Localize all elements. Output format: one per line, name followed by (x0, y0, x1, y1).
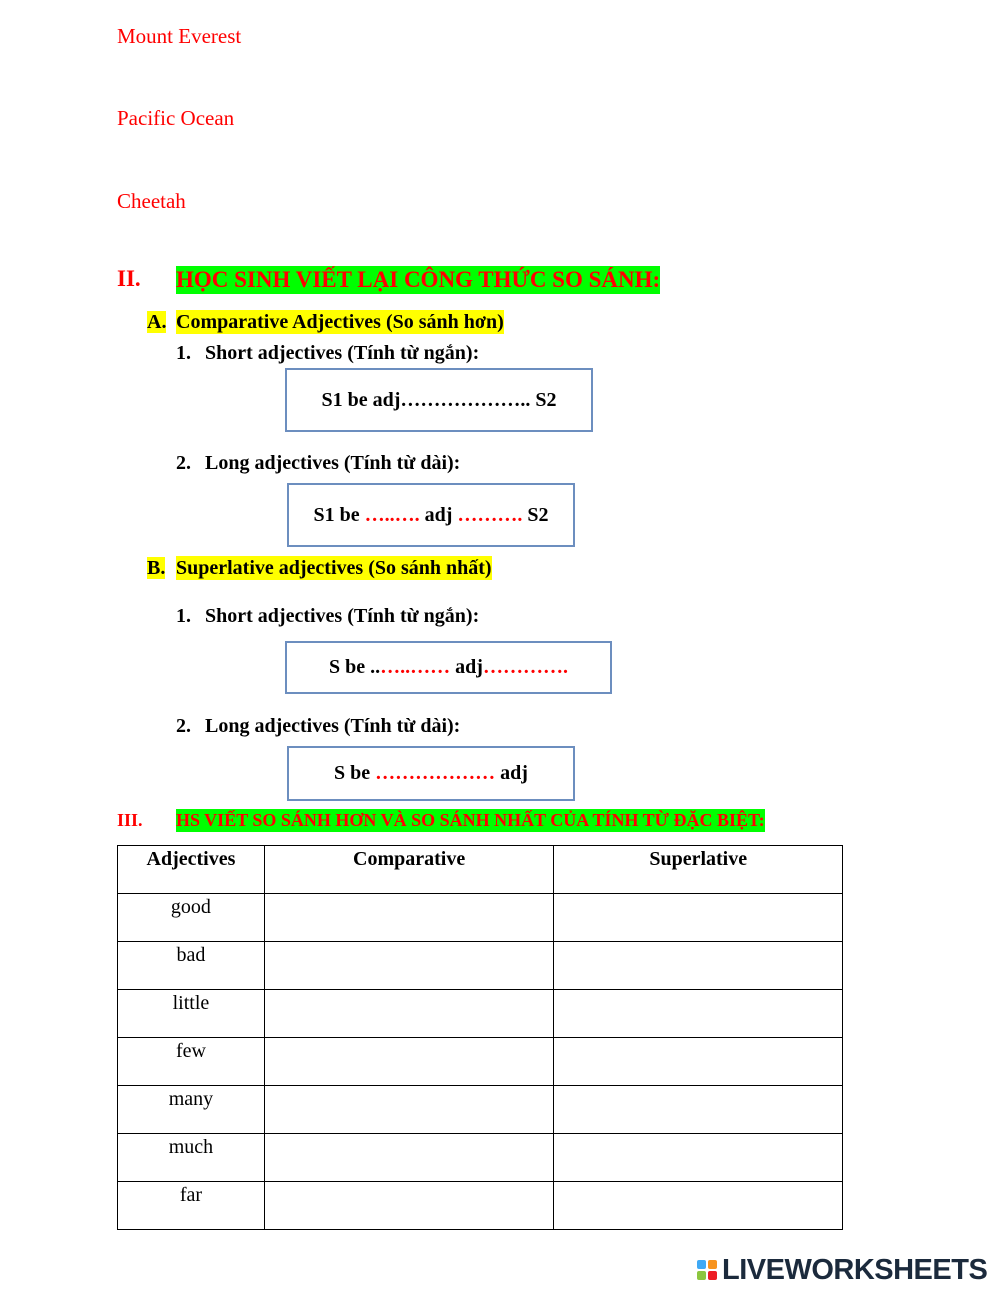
formula-blank: …..…. (364, 503, 420, 526)
formula-blank: …………. (482, 656, 568, 678)
table-row (118, 1134, 843, 1182)
formula-box-comparative-long (287, 483, 575, 547)
adjective-cell: good (118, 894, 265, 942)
table-row (118, 894, 843, 942)
superlative-input[interactable] (554, 990, 843, 1038)
answer-input-3[interactable]: Cheetah (117, 189, 186, 213)
formula-part: S2 (527, 503, 549, 526)
header-superlative: Superlative (554, 846, 843, 894)
formula-part: S1 be (313, 503, 360, 526)
logo-text: LIVEWORKSHEETS (722, 1253, 988, 1286)
formula-part: adj (500, 762, 528, 784)
formula-part: S be (334, 762, 371, 784)
superlative-input[interactable] (554, 1038, 843, 1086)
adjective-cell: few (118, 1038, 265, 1086)
superlative-input[interactable] (554, 1134, 843, 1182)
part-b-2-title: Long adjectives (Tính từ dài): (205, 715, 461, 737)
superlative-input[interactable] (554, 1182, 843, 1230)
section-2-number: II. (117, 266, 141, 291)
formula-blank: ………. (457, 503, 523, 526)
comparative-input[interactable] (264, 894, 554, 942)
formula-blank: ……………… (375, 762, 496, 784)
part-a-2-title: Long adjectives (Tính từ dài): (205, 452, 461, 474)
answer-input-1[interactable]: Mount Everest (117, 24, 242, 48)
adjective-cell: much (118, 1134, 265, 1182)
comparative-input[interactable] (264, 1086, 554, 1134)
comparative-input[interactable] (264, 1182, 554, 1230)
superlative-input[interactable] (554, 942, 843, 990)
section-2-title: HỌC SINH VIẾT LẠI CÔNG THỨC SO SÁNH: (176, 267, 661, 292)
formula-part: adj (455, 656, 483, 678)
comparative-input[interactable] (264, 1134, 554, 1182)
comparative-input[interactable] (264, 990, 554, 1038)
section-3-number: III. (117, 810, 143, 830)
formula-part: S be .. (329, 656, 381, 678)
header-adjectives: Adjectives (118, 846, 265, 894)
part-b-2-label: 2. (176, 715, 191, 737)
liveworksheets-logo (697, 1255, 987, 1285)
comparative-input[interactable] (264, 1038, 554, 1086)
part-b-title: Superlative adjectives (So sánh nhất) (176, 557, 492, 579)
part-a-title: Comparative Adjectives (So sánh hơn) (176, 311, 504, 333)
formula-part: adj (424, 503, 453, 526)
formula-text: S1 be adj……………….. S2 (321, 388, 557, 411)
table-row (118, 1182, 843, 1230)
superlative-input[interactable] (554, 894, 843, 942)
adjective-cell: little (118, 990, 265, 1038)
logo-icon (697, 1260, 717, 1280)
answer-input-2[interactable]: Pacific Ocean (117, 106, 235, 130)
adjective-cell: bad (118, 942, 265, 990)
table-row (118, 1086, 843, 1134)
adjective-cell: far (118, 1182, 265, 1230)
table-row (118, 942, 843, 990)
comparative-input[interactable] (264, 942, 554, 990)
formula-box-superlative-long (287, 746, 575, 801)
part-a-1-label: 1. (176, 342, 191, 364)
superlative-input[interactable] (554, 1086, 843, 1134)
part-b-1-title: Short adjectives (Tính từ ngắn): (205, 605, 480, 627)
table-row (118, 990, 843, 1038)
table-row (118, 1038, 843, 1086)
part-b-1-label: 1. (176, 605, 191, 627)
adjectives-table (117, 845, 843, 1230)
adjective-cell: many (118, 1086, 265, 1134)
part-a-2-label: 2. (176, 452, 191, 474)
header-comparative: Comparative (264, 846, 554, 894)
formula-blank: …..…… (380, 656, 451, 678)
table-header-row (118, 846, 843, 894)
part-a-label: A. (147, 311, 167, 333)
part-b-label: B. (147, 557, 166, 579)
section-3-title: HS VIẾT SO SÁNH HƠN VÀ SO SÁNH NHẤT CỦA TÍNH TỪ ĐẶC BIỆT: (176, 810, 765, 830)
formula-box-superlative-short (285, 641, 612, 694)
formula-box-comparative-short (285, 368, 593, 432)
part-a-1-title: Short adjectives (Tính từ ngắn): (205, 342, 480, 364)
